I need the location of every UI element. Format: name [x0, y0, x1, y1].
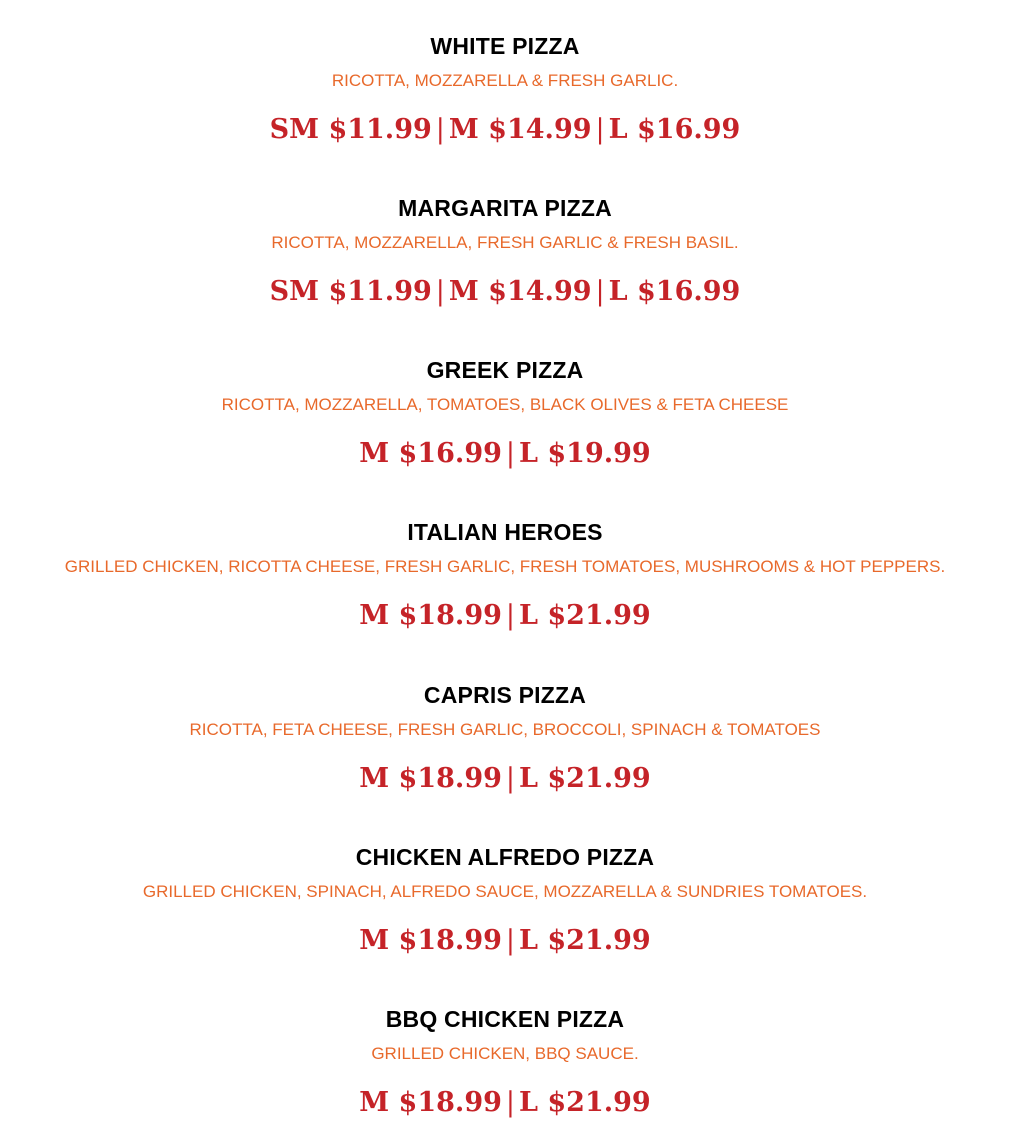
price-separator: |	[595, 114, 605, 145]
price-large: L $19.99	[519, 438, 651, 469]
item-prices	[0, 435, 1010, 473]
item-description: RICOTTA, MOZZARELLA & FRESH GARLIC.	[331, 71, 679, 90]
price-medium: M $18.99	[359, 1087, 502, 1118]
item-description: RICOTTA, MOZZARELLA, TOMATOES, BLACK OLIVES & FETA CHEESE	[221, 395, 789, 414]
item-description: GRILLED CHICKEN, SPINACH, ALFREDO SAUCE, MOZZARELLA & SUNDRIES TOMATOES.	[142, 882, 868, 901]
price-separator: |	[435, 276, 445, 307]
item-prices	[0, 273, 1010, 311]
item-prices	[0, 597, 1010, 635]
price-small: SM $11.99	[269, 114, 432, 145]
price-separator: |	[435, 114, 445, 145]
price-separator: |	[505, 600, 515, 631]
menu-item-white-pizza	[0, 0, 1010, 162]
price-separator: |	[595, 276, 605, 307]
item-description: RICOTTA, MOZZARELLA, FRESH GARLIC & FRESH BASIL.	[271, 233, 739, 252]
price-separator: |	[505, 1087, 515, 1118]
item-description: GRILLED CHICKEN, RICOTTA CHEESE, FRESH GARLIC, FRESH TOMATOES, MUSHROOMS & HOT PEPPERS.	[64, 557, 946, 576]
price-large: L $21.99	[519, 1087, 651, 1118]
item-prices	[0, 111, 1010, 149]
price-medium: M $14.99	[448, 276, 592, 307]
price-separator: |	[505, 438, 515, 469]
price-large: L $21.99	[519, 763, 651, 794]
price-separator: |	[505, 763, 515, 794]
item-prices	[0, 760, 1010, 798]
item-description: RICOTTA, FETA CHEESE, FRESH GARLIC, BROCCOLI, SPINACH & TOMATOES	[189, 720, 821, 739]
item-name: GREEK PIZZA	[426, 357, 584, 383]
menu-item-bbq-chicken-pizza	[0, 973, 1010, 1135]
item-name: WHITE PIZZA	[430, 33, 580, 59]
price-large: L $21.99	[519, 925, 651, 956]
price-medium: M $18.99	[359, 925, 502, 956]
item-name: CHICKEN ALFREDO PIZZA	[355, 844, 655, 870]
item-name: MARGARITA PIZZA	[398, 195, 612, 221]
menu-item-greek-pizza	[0, 324, 1010, 486]
price-separator: |	[505, 925, 515, 956]
menu-item-chicken-alfredo-pizza	[0, 811, 1010, 973]
price-medium: M $16.99	[359, 438, 502, 469]
price-medium: M $18.99	[359, 763, 502, 794]
price-large: L $21.99	[519, 600, 651, 631]
item-name: ITALIAN HEROES	[407, 519, 603, 545]
item-prices	[0, 1084, 1010, 1122]
item-name: CAPRIS PIZZA	[423, 682, 587, 708]
price-medium: M $14.99	[448, 114, 592, 145]
price-small: SM $11.99	[269, 276, 432, 307]
price-medium: M $18.99	[359, 600, 502, 631]
item-prices	[0, 922, 1010, 960]
price-large: L $16.99	[608, 114, 741, 145]
menu-item-capris-pizza	[0, 649, 1010, 811]
item-name: BBQ CHICKEN PIZZA	[385, 1006, 625, 1032]
menu-item-margarita-pizza	[0, 162, 1010, 324]
item-description: GRILLED CHICKEN, BBQ SAUCE.	[371, 1044, 639, 1063]
price-large: L $16.99	[608, 276, 741, 307]
menu-item-italian-heroes	[0, 486, 1010, 648]
